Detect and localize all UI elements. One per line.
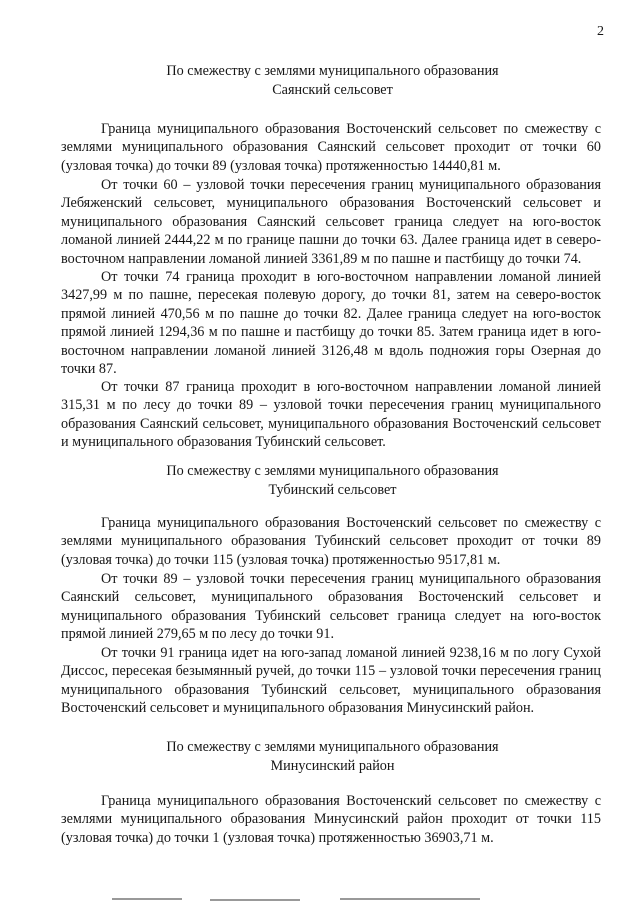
paragraph: От точки 87 граница проходит в юго-восточном направлении ломаной линией 315,31 м по лесу до точки 89 – узловой точки пересечения границ муниципального образования Саянский сельсовет, муниципального образования Восточенский сельсовет и муниципального образования Тубинский сельсовет. — [61, 379, 601, 451]
scan-artifact — [340, 898, 480, 900]
page-number: 2 — [597, 24, 604, 39]
section-heading-minusinsky — [60, 738, 605, 776]
heading-line-2: Саянский сельсовет — [272, 82, 393, 98]
heading-line-2: Минусинский район — [270, 758, 395, 774]
paragraph: Граница муниципального образования Восточенский сельсовет по смежеству с землями муниципального образования Саянский сельсовет проходит от точки 60 (узловая точка) до точки 89 (узловая точка) протяженностью 14440,81 м. — [61, 121, 601, 174]
scan-artifact — [112, 898, 182, 900]
paragraph: Граница муниципального образования Восточенский сельсовет по смежеству с землями муниципального образования Минусинский район проходит от точки 115 (узловая точка) до точки 1 (узловая точка) протяженностью 36903,71 м. — [61, 793, 601, 846]
paragraph: От точки 74 граница проходит в юго-восточном направлении ломаной линией 3427,99 м по пашне, пересекая полевую дорогу, до точки 81, затем на северо-восток прямой линией 470,56 м по пашне до точки 82. Далее граница следует на юго-восток прямой линией 1294,36 м по пашне и пастбищу до точки 85. Затем граница идет в юго-восточном направлении ломаной линией 3126,48 м вдоль подножия горы Озерная до точки 87. — [61, 269, 601, 378]
paragraph: От точки 60 – узловой точки пересечения границ муниципального образования Лебяженский сельсовет, муниципального образования Восточенский сельсовет и муниципального образования Саянский сельсовет граница следует на юго-восток ломаной линией 2444,22 м по границе пашни до точки 63. Далее граница идет в северо-восточном направлении ломаной линией 3361,89 м по пашне и пастбищу до точки 74. — [61, 177, 601, 267]
section-heading-tubinsky — [60, 462, 605, 500]
scan-artifact — [210, 899, 300, 901]
paragraph: От точки 91 граница идет на юго-запад ломаной линией 9238,16 м по логу Сухой Диссос, пересекая безымянный ручей, до точки 115 – узловой точки пересечения границ муниципального образования Тубинский сельсовет, муниципального образования Восточенский сельсовет и муниципального образования Минусинский район. — [61, 645, 601, 717]
paragraph: Граница муниципального образования Восточенский сельсовет по смежеству с землями муниципального образования Тубинский сельсовет проходит от точки 89 (узловая точка) до точки 115 (узловая точка) протяженностью 9517,81 м. — [61, 515, 601, 568]
heading-line-1: По смежеству с землями муниципального образования — [166, 63, 499, 79]
heading-line-1: По смежеству с землями муниципального образования — [166, 463, 499, 479]
heading-line-2: Тубинский сельсовет — [268, 482, 397, 498]
section-heading-sayansky — [60, 62, 605, 100]
heading-line-1: По смежеству с землями муниципального образования — [166, 739, 499, 755]
paragraph: От точки 89 – узловой точки пересечения границ муниципального образования Саянский сельсовет, муниципального образования Восточенский сельсовет и муниципального образования Тубинский сельсовет граница следует на юго-восток прямой линией 279,65 м по лесу до точки 91. — [61, 571, 601, 643]
